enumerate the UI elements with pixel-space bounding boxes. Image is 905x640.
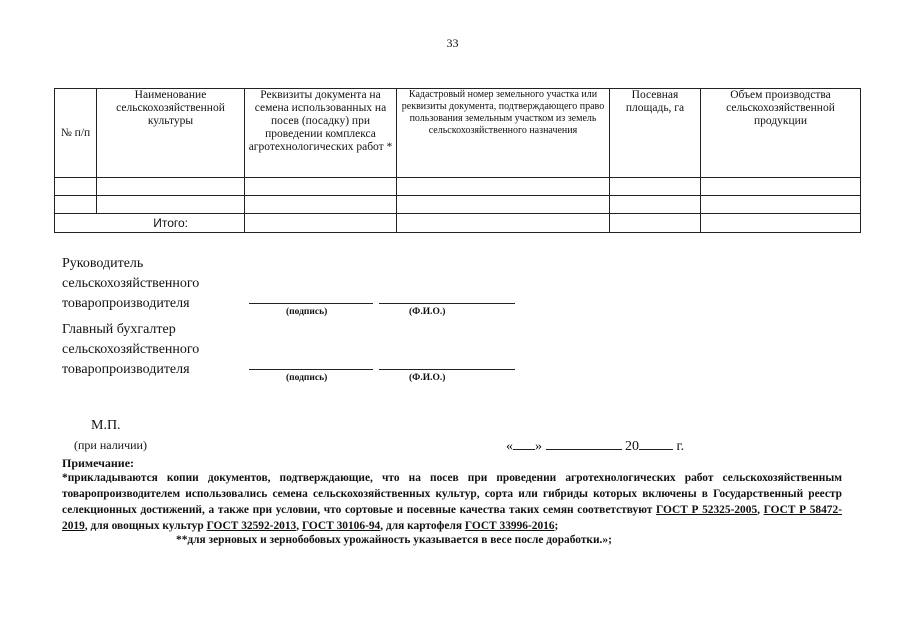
table-cell xyxy=(610,196,701,214)
note-text-part: *прикладываются копии документов, подтверждающие, что на посев при проведении агротехнологических работ сельскохозяйственным товаропроизводителем использовались семена сельскохозяйственных культур, сорта или гибриды которых включены в Государственный реестр селекционных достижений, а также при условии, что сортовые и посевные качества таких семян соответствуют xyxy=(62,472,842,516)
page-number: 33 xyxy=(446,36,459,50)
role-line: Руководитель xyxy=(62,256,144,271)
role-line: сельскохозяйственного xyxy=(62,276,200,291)
note-text-part: , для овощных культур xyxy=(84,520,207,532)
head-name-hint: (Ф.И.О.) xyxy=(409,307,446,317)
accountant-role-label xyxy=(62,320,199,380)
table-cell xyxy=(245,196,397,214)
note-text xyxy=(62,470,842,534)
table-cell xyxy=(55,196,97,214)
footnote-2: **для зерновых и зернобобовых урожайность указывается в весе после доработки.»; xyxy=(176,534,612,546)
date-year-prefix: 20 xyxy=(625,439,639,454)
role-line: товаропроизводителя xyxy=(62,296,190,311)
accountant-signature-line[interactable] xyxy=(249,369,373,370)
note-text-part: , xyxy=(757,504,764,516)
table-cell xyxy=(701,196,861,214)
table-cell xyxy=(397,178,610,196)
gost-reference: ГОСТ 30106-94 xyxy=(301,520,381,532)
date-year-blank[interactable] xyxy=(639,436,673,450)
date-field xyxy=(506,436,684,455)
stamp-note: (при наличии) xyxy=(74,438,147,452)
header-crop-name: Наименование сельскохозяйственной культуры xyxy=(97,89,245,178)
note-text-part: , xyxy=(296,520,302,532)
table-cell xyxy=(701,178,861,196)
gost-reference: ГОСТ Р 58472-2019 xyxy=(62,504,842,532)
table-cell xyxy=(397,214,610,233)
note-text-part: ; xyxy=(554,520,559,532)
table-cell xyxy=(97,178,245,196)
accountant-name-hint: (Ф.И.О.) xyxy=(409,373,446,383)
head-signature-hint: (подпись) xyxy=(286,307,328,317)
date-close-quote: » xyxy=(535,439,542,454)
note-title: Примечание: xyxy=(62,456,135,470)
table-total-row xyxy=(55,214,861,233)
table-row xyxy=(55,196,861,214)
header-cadastral-number: Кадастровый номер земельного участка или реквизиты документа, подтверждающего право пользования земельным участком из земель сельскохозяйственного назначения xyxy=(397,89,610,178)
crop-table xyxy=(54,88,861,233)
table-cell xyxy=(245,214,397,233)
date-day-blank[interactable] xyxy=(513,436,535,450)
head-name-line[interactable] xyxy=(379,303,515,304)
table-cell xyxy=(55,178,97,196)
date-month-blank[interactable] xyxy=(546,436,622,450)
table-cell xyxy=(245,178,397,196)
table-cell xyxy=(701,214,861,233)
gost-reference: ГОСТ 32592-2013 xyxy=(206,520,297,532)
table-row xyxy=(55,178,861,196)
table-cell xyxy=(397,196,610,214)
gost-reference: ГОСТ 33996-2016 xyxy=(464,520,555,532)
table-cell xyxy=(97,196,245,214)
stamp-label: М.П. xyxy=(91,418,121,433)
accountant-name-line[interactable] xyxy=(379,369,515,370)
header-production-volume: Объем производства сельскохозяйственной продукции xyxy=(701,89,861,178)
head-signature-line[interactable] xyxy=(249,303,373,304)
role-line: Главный бухгалтер xyxy=(62,322,176,337)
gost-reference: ГОСТ Р 52325-2005 xyxy=(656,504,758,516)
date-open-quote: « xyxy=(506,439,513,454)
role-line: товаропроизводителя xyxy=(62,362,190,377)
head-role-label xyxy=(62,254,199,314)
total-label: Итого: xyxy=(55,214,245,233)
date-year-suffix: г. xyxy=(676,439,685,454)
note-text-part: , для картофеля xyxy=(380,520,465,532)
header-sown-area: Посевная площадь, га xyxy=(610,89,701,178)
header-number: № п/п xyxy=(55,89,97,178)
table-cell xyxy=(610,214,701,233)
header-seed-document: Реквизиты документа на семена использованных на посев (посадку) при проведении комплекса агротехнологических работ * xyxy=(245,89,397,178)
table-cell xyxy=(610,178,701,196)
accountant-signature-hint: (подпись) xyxy=(286,373,328,383)
role-line: сельскохозяйственного xyxy=(62,342,200,357)
table-header-row xyxy=(55,89,861,178)
